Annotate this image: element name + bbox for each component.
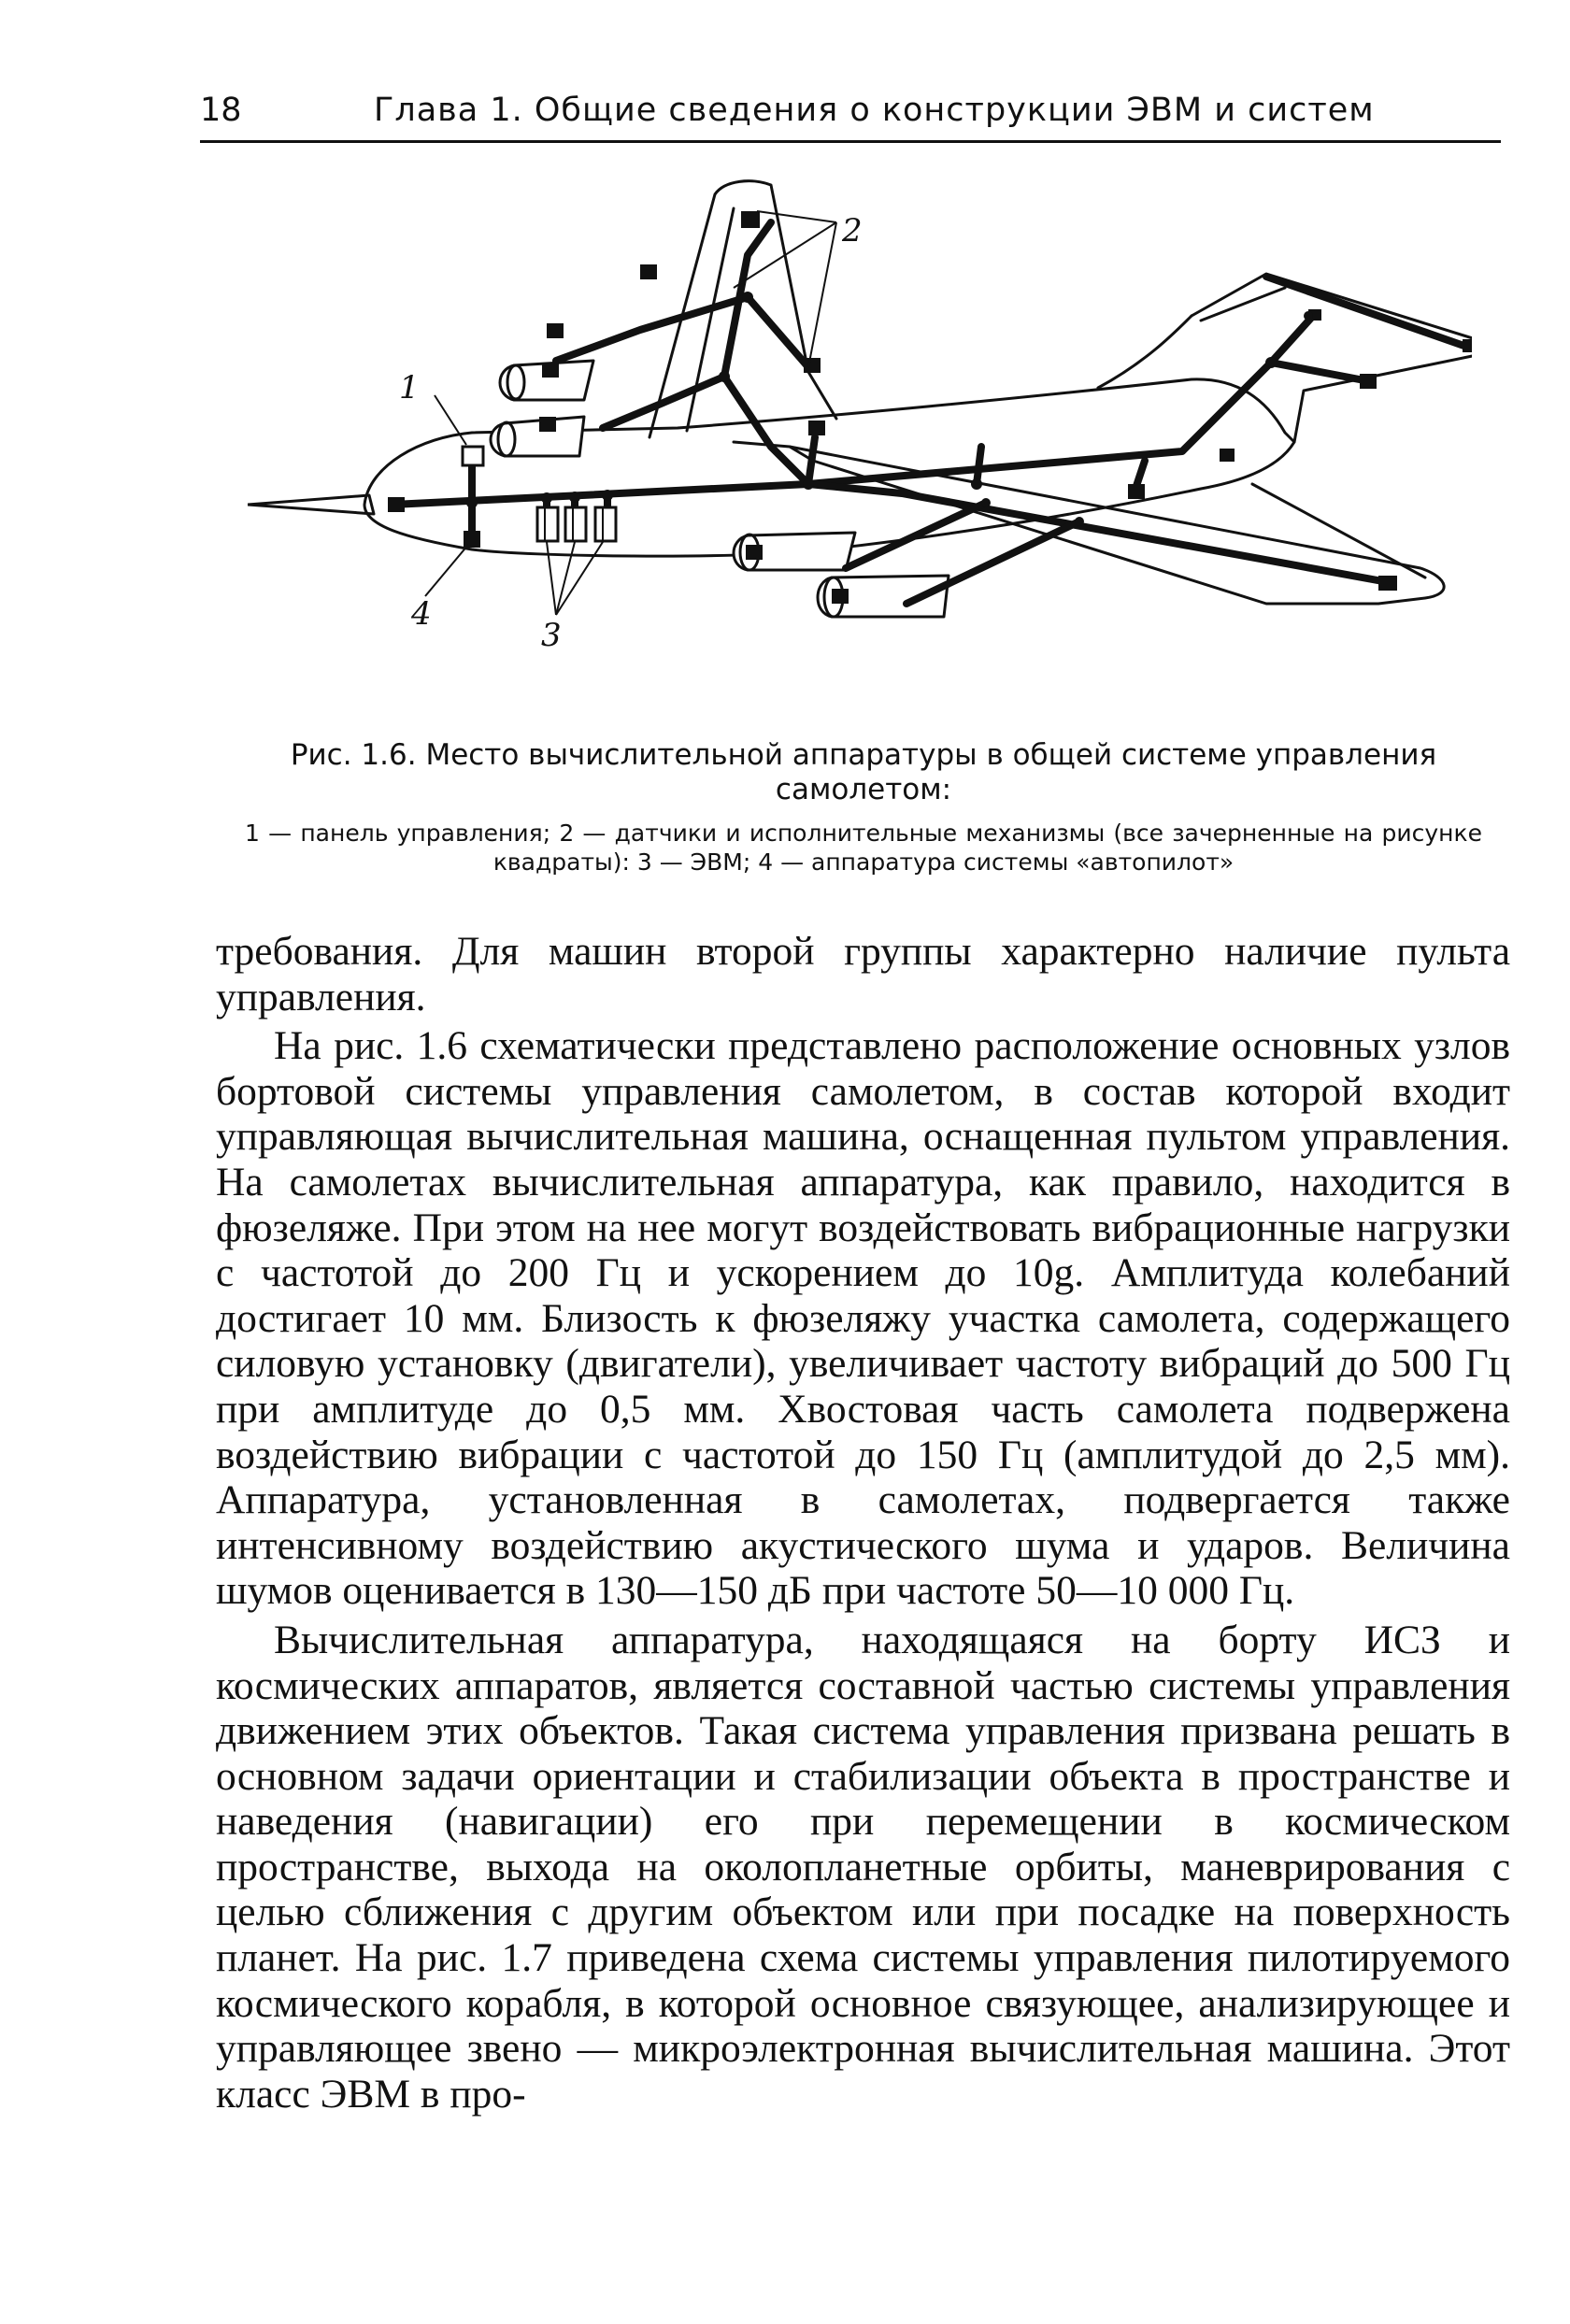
callout-label-3: 3 bbox=[541, 617, 562, 654]
body-text bbox=[216, 929, 1510, 2117]
computers-group bbox=[537, 507, 616, 541]
paragraph-1: требования. Для машин второй группы характерно наличие пульта управления. bbox=[216, 929, 1510, 1019]
callout-label-1: 1 bbox=[399, 369, 420, 406]
paragraph-2: На рис. 1.6 схематически представлено расположение основных узлов бортовой системы управления самолетом, в состав которой входит управляющая вычислительная машина, оснащенная пультом управления. На самолетах вычислительная аппаратура, как правило, находится в фюзеляже. При этом на нее могут воздействовать вибрационные нагрузки с частотой до 200 Гц и ускорением до 10g. Амплитуда колебаний достигает 10 мм. Близость к фюзеляжу участка самолета, содержащего силовую установку (двигатели), увеличивает частоту вибраций до 500 Гц при амплитуде до 0,5 мм. Хвостовая часть самолета подвержена воздействию вибрации с частотой до 150 Гц (амплитудой до 2,5 мм). Аппаратура, установленная в самолетах, подвергается также интенсивному воздействию акустического шума и ударов. Величина шумов оценивается в 130—150 дБ при частоте 50—10 000 Гц. bbox=[216, 1023, 1510, 1614]
running-header bbox=[200, 86, 1501, 143]
paragraph-3: Вычислительная аппаратура, находящаяся на борту ИСЗ и космических аппаратов, является составной частью системы управления движением этих объектов. Такая система управления призвана решать в основном задачи ориентации и стабилизации объекта в пространстве и наведения (навигации) его при перемещении в космическом пространстве, выхода на околопланетные орбиты, маневрирования с целью сближения с другим объектом или при посадке на поверхность планет. На рис. 1.7 приведена схема системы управления пилотируемого космического корабля, в которой основное связующее, анализирующее и управляющее звено — микроэлектронная вычислительная машина. Этот класс ЭВМ в про- bbox=[216, 1617, 1510, 2117]
fin-inner-edge bbox=[687, 208, 734, 431]
control-panel-box bbox=[463, 447, 483, 465]
nose-probe bbox=[248, 495, 374, 514]
callout-label-2: 2 bbox=[842, 212, 863, 250]
aircraft-diagram bbox=[248, 166, 1472, 718]
figure-caption bbox=[245, 738, 1482, 877]
caption-legend: 1 — панель управления; 2 — датчики и исполнительные механизмы (все зачерненные на рисунке квадраты): 3 — ЭВМ; 4 — аппаратура системы «автопилот» bbox=[245, 820, 1482, 876]
fuselage-dorsal-line bbox=[1098, 316, 1192, 388]
callout-label-4: 4 bbox=[411, 595, 432, 633]
caption-title: Рис. 1.6. Место вычислительной аппаратуры в общей системе управления самолетом: bbox=[290, 738, 1437, 806]
wing-leading-edge bbox=[734, 442, 790, 447]
chapter-title: Глава 1. Общие сведения о конструкции ЭВМ и систем bbox=[374, 92, 1375, 129]
figure-aircraft-diagram bbox=[248, 166, 1472, 718]
page-number: 18 bbox=[200, 92, 242, 129]
